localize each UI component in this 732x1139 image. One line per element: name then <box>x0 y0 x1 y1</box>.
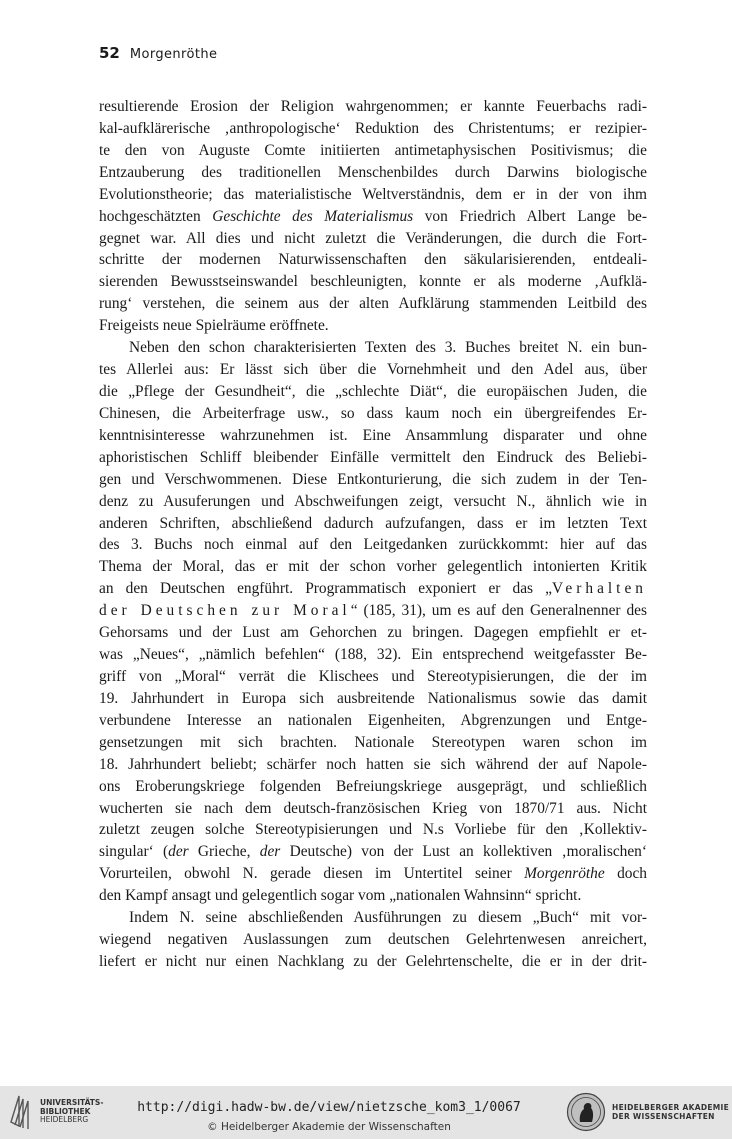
text-line: Indem N. seine abschließenden Ausführungen zu diesem „Buch“ mit vor- <box>129 909 647 927</box>
text-line: gensetzungen mit sich brachten. Nationale Stereotypen waren schon im <box>99 733 647 751</box>
text-line: te den von Auguste Comte initiierten antimetaphysischen Positivismus; die <box>99 141 647 159</box>
text-line: rung‘ verstehen, die seinem aus der alten Aufklärung stammenden Leitbild des <box>99 295 647 313</box>
text-line: 18. Jahrhundert beliebt; schärfer noch hatten sie sich während der auf Napole- <box>99 755 647 773</box>
academy-name <box>612 1103 729 1121</box>
academy-name-line: DER WISSENSCHAFTEN <box>612 1112 715 1121</box>
text-line: kal-aufklärerische ‚anthropologische‘ Reduktion des Christentums; er rezipier- <box>99 119 647 137</box>
text-line: sierenden Bewusstseinswandel beschleunigten, konnte er als moderne ‚Aufklä- <box>99 273 647 291</box>
text-line: singular‘ (der Grieche, der Deutsche) von der Lust an kollektiven ‚moralischen‘ <box>99 843 647 861</box>
paragraph <box>99 337 647 907</box>
text-line: gen und Verschwommenen. Diese Entkonturierung, die sich zudem in der Ten- <box>99 470 647 488</box>
copyright-notice: © Heidelberger Akademie der Wissenschaften <box>207 1121 451 1133</box>
academy-seal-icon <box>566 1092 606 1132</box>
text-line: anderen Schriften, abschließend dadurch aufzufangen, dass er im letzten Text <box>99 514 647 532</box>
library-name-line: HEIDELBERG <box>40 1115 89 1124</box>
text-line: Neben den schon charakterisierten Texten des 3. Buches breitet N. ein bun- <box>129 339 647 357</box>
text-line: Gehorsams und der Lust am Gehorchen zu bringen. Dagegen empfiehlt er et- <box>99 624 647 642</box>
text-line: verbundene Interesse an nationalen Eigenheiten, Abgrenzungen und Entge- <box>99 711 647 729</box>
text-line: des 3. Buchs noch einmal auf den Leitgedanken zurückkommt: hier auf das <box>99 536 647 554</box>
text-line: wiegend negativen Auslassungen zum deutschen Gelehrtenwesen anreichert, <box>99 931 647 949</box>
text-line: Evolutionstheorie; das materialistische Weltverständnis, dem er in der von ihm <box>99 185 647 203</box>
page-number: 52 <box>99 44 120 62</box>
text-line: Entzauberung des traditionellen Menschenbildes durch Darwins biologische <box>99 163 647 181</box>
running-head-title: Morgenröthe <box>129 47 218 62</box>
text-line: resultierende Erosion der Religion wahrgenommen; er kannte Feuerbachs radi- <box>99 98 647 115</box>
text-line: was „Neues“, „nämlich befehlen“ (188, 32). Ein entsprechend weitgefasster Be- <box>99 646 647 664</box>
paragraph <box>99 96 647 337</box>
text-line: aphoristischen Schliff bleibender Einfälle vermittelt den Eindruck des Beliebi- <box>99 448 647 466</box>
text-line: liefert er nicht nur einen Nachklang zu der Gelehrtenschelte, die er in der drit- <box>99 952 647 970</box>
text-line: zuletzt zeugen solche Stereotypisierungen und N.s Vorliebe für den ‚Kollektiv- <box>99 821 647 839</box>
text-line: griff von „Moral“ verrät die Klischees und Stereotypisierungen, die der im <box>99 667 647 685</box>
running-header <box>99 44 217 64</box>
academy-name-line: HEIDELBERGER AKADEMIE <box>612 1103 730 1112</box>
library-name-line: UNIVERSITÄTS- <box>40 1098 104 1107</box>
text-line: schritte der modernen Naturwissenschaften den säkularisierenden, entdeali- <box>99 251 647 269</box>
digitization-footer <box>0 1086 732 1139</box>
library-name-line: BIBLIOTHEK <box>40 1106 91 1116</box>
text-line: wucherten sie nach dem deutsch-französischen Krieg von 1870/71 aus. Nicht <box>99 799 647 817</box>
text-line: den Kampf ansagt und gelegentlich sogar vom „nationalen Wahnsinn“ spricht. <box>99 887 582 905</box>
text-line: Vorurteilen, obwohl N. gerade diesen im Untertitel seiner Morgenröthe doch <box>99 865 647 883</box>
body-text <box>99 96 647 973</box>
source-url-link[interactable]: http://digi.hadw-bw.de/view/nietzsche_kom3_1/0067 <box>137 1100 521 1115</box>
text-line: an den Deutschen engführt. Programmatisch exponiert er das „Verhalten <box>99 580 647 598</box>
text-line: hochgeschätzten Geschichte des Materialismus von Friedrich Albert Lange be- <box>99 207 647 225</box>
text-line: die „Pflege der Gesundheit“, die „schlechte Diät“, die europäischen Juden, die <box>99 382 647 400</box>
text-line: Freigeists neue Spielräume eröffnete. <box>99 317 329 335</box>
text-line: Thema der Moral, das er mit der schon vorher gelegentlich intonierten Kritik <box>99 558 647 576</box>
text-line: 19. Jahrhundert in Europa sich ausbreitende Nationalismus sowie das damit <box>99 689 647 707</box>
paragraph <box>99 907 647 973</box>
text-line: der Deutschen zur Moral“ (185, 31), um es auf den Generalnenner des <box>99 602 647 620</box>
text-line: denz zu Ausuferungen und Abschweifungen zeigt, versucht N., ähnlich wie in <box>99 492 647 510</box>
text-line: Chinesen, die Arbeiterfrage usw., so dass kaum noch ein übergreifendes Er- <box>99 404 647 422</box>
text-line: gegnet war. All dies und nicht zuletzt die Veränderungen, die durch die Fort- <box>99 229 647 247</box>
text-line: tes Allerlei aus: Er lässt sich über die Vornehmheit und den Adel aus, über <box>99 361 647 379</box>
text-line: kenntnisinteresse wahrzunehmen ist. Eine Ansammlung disparater und ohne <box>99 426 647 444</box>
text-line: ons Eroberungskriege folgenden Befreiungskriege ausgeprägt, und schließlich <box>99 777 647 795</box>
